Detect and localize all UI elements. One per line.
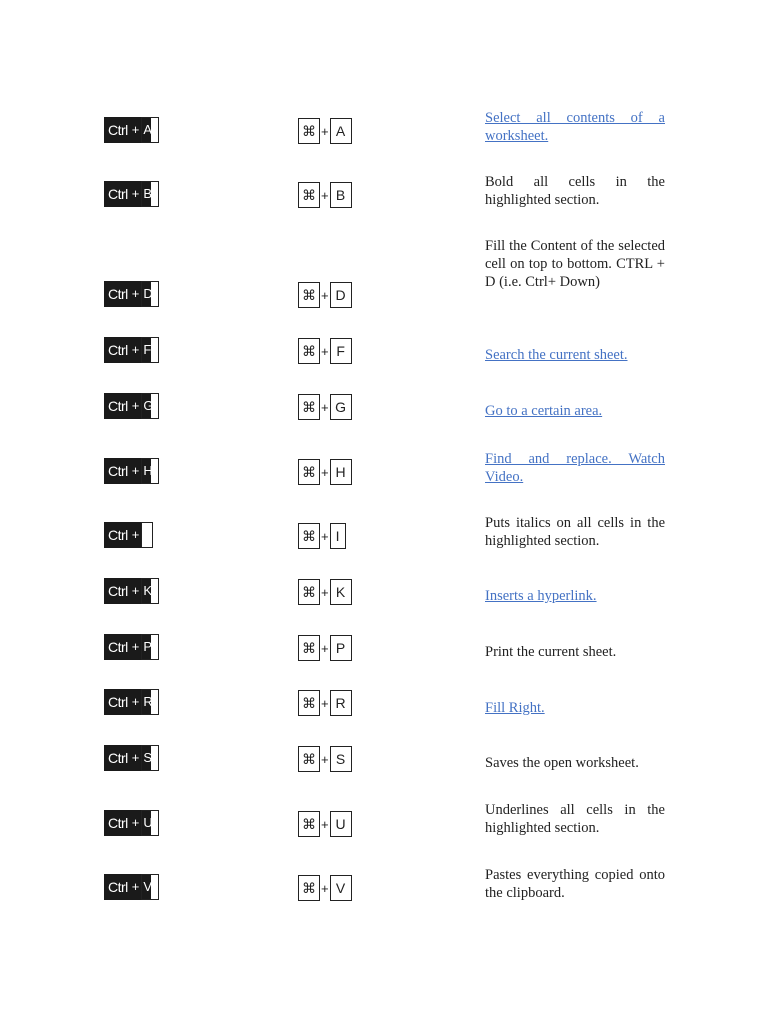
ctrl-key: Ctrl <box>104 458 131 484</box>
plus-sign: + <box>131 281 142 307</box>
ctrl-key: Ctrl <box>104 578 131 604</box>
ctrl-key: Ctrl <box>104 181 131 207</box>
plus-sign: + <box>131 689 142 715</box>
description-link[interactable]: Find and replace. Watch Video. <box>485 451 665 485</box>
plus-sign: + <box>131 578 142 604</box>
letter-key: R <box>330 690 352 716</box>
plus-sign: + <box>321 584 329 600</box>
description-text: Puts italics on all cells in the highlighted section. <box>485 515 665 549</box>
letter-key: S <box>141 745 159 771</box>
letter-key: V <box>141 874 159 900</box>
plus-sign: + <box>321 464 329 480</box>
letter-key: V <box>330 875 352 901</box>
ctrl-key: Ctrl <box>104 337 131 363</box>
ctrl-key: Ctrl <box>104 522 131 548</box>
plus-sign: + <box>131 181 142 207</box>
windows-shortcut <box>104 337 159 363</box>
letter-key: S <box>330 746 352 772</box>
command-key-icon: ⌘ <box>298 118 320 144</box>
letter-key: U <box>141 810 159 836</box>
plus-sign: + <box>131 522 142 548</box>
letter-key: P <box>330 635 352 661</box>
command-key-icon: ⌘ <box>298 746 320 772</box>
description-link[interactable]: Inserts a hyperlink. <box>485 588 597 604</box>
mac-shortcut <box>298 282 352 308</box>
ctrl-key: Ctrl <box>104 281 131 307</box>
command-key-icon: ⌘ <box>298 338 320 364</box>
plus-sign: + <box>321 640 329 656</box>
plus-sign: + <box>321 816 329 832</box>
description-text: Fill the Content of the selected cell on top to bottom. CTRL + D (i.e. Ctrl+ Down) <box>485 238 665 290</box>
ctrl-key: Ctrl <box>104 634 131 660</box>
letter-key: B <box>330 182 352 208</box>
plus-sign: + <box>131 458 142 484</box>
ctrl-key: Ctrl <box>104 689 131 715</box>
plus-sign: + <box>321 287 329 303</box>
command-key-icon: ⌘ <box>298 635 320 661</box>
windows-shortcut <box>104 745 159 771</box>
windows-shortcut <box>104 393 159 419</box>
command-key-icon: ⌘ <box>298 690 320 716</box>
letter-key: F <box>330 338 352 364</box>
plus-sign: + <box>321 528 329 544</box>
ctrl-key: Ctrl <box>104 117 131 143</box>
windows-shortcut <box>104 458 159 484</box>
letter-key: R <box>141 689 159 715</box>
letter-key: A <box>330 118 352 144</box>
windows-shortcut <box>104 117 159 143</box>
mac-shortcut <box>298 394 352 420</box>
description-link[interactable]: Search the current sheet. <box>485 347 628 363</box>
windows-shortcut <box>104 874 159 900</box>
letter-key: A <box>141 117 159 143</box>
letter-key: D <box>141 281 159 307</box>
letter-key: H <box>141 458 159 484</box>
letter-key: D <box>330 282 352 308</box>
letter-key: K <box>141 578 159 604</box>
command-key-icon: ⌘ <box>298 394 320 420</box>
description-link[interactable]: Select all contents of a worksheet. <box>485 110 665 144</box>
mac-shortcut <box>298 459 352 485</box>
letter-key: I <box>141 522 153 548</box>
ctrl-key: Ctrl <box>104 810 131 836</box>
windows-shortcut <box>104 181 159 207</box>
mac-shortcut <box>298 746 352 772</box>
ctrl-key: Ctrl <box>104 393 131 419</box>
plus-sign: + <box>321 123 329 139</box>
plus-sign: + <box>321 343 329 359</box>
plus-sign: + <box>131 745 142 771</box>
plus-sign: + <box>131 393 142 419</box>
description-text: Saves the open worksheet. <box>485 755 639 771</box>
mac-shortcut <box>298 579 352 605</box>
mac-shortcut <box>298 118 352 144</box>
mac-shortcut <box>298 523 346 549</box>
letter-key: K <box>330 579 352 605</box>
plus-sign: + <box>131 634 142 660</box>
letter-key: U <box>330 811 352 837</box>
description-link[interactable]: Go to a certain area. <box>485 403 603 419</box>
letter-key: I <box>330 523 346 549</box>
command-key-icon: ⌘ <box>298 182 320 208</box>
ctrl-key: Ctrl <box>104 745 131 771</box>
command-key-icon: ⌘ <box>298 875 320 901</box>
letter-key: G <box>141 393 159 419</box>
letter-key: H <box>330 459 352 485</box>
description-link[interactable]: Fill Right. <box>485 700 545 716</box>
mac-shortcut <box>298 811 352 837</box>
plus-sign: + <box>131 117 142 143</box>
plus-sign: + <box>321 751 329 767</box>
command-key-icon: ⌘ <box>298 282 320 308</box>
mac-shortcut <box>298 690 352 716</box>
plus-sign: + <box>131 337 142 363</box>
plus-sign: + <box>131 874 142 900</box>
description-text: Pastes everything copied onto the clipboard. <box>485 867 665 901</box>
windows-shortcut <box>104 522 153 548</box>
plus-sign: + <box>321 695 329 711</box>
letter-key: G <box>330 394 352 420</box>
windows-shortcut <box>104 810 159 836</box>
description-text: Bold all cells in the highlighted section. <box>485 174 665 208</box>
plus-sign: + <box>321 880 329 896</box>
plus-sign: + <box>321 399 329 415</box>
mac-shortcut <box>298 635 352 661</box>
plus-sign: + <box>321 187 329 203</box>
mac-shortcut <box>298 875 352 901</box>
plus-sign: + <box>131 810 142 836</box>
command-key-icon: ⌘ <box>298 811 320 837</box>
windows-shortcut <box>104 281 159 307</box>
windows-shortcut <box>104 634 159 660</box>
ctrl-key: Ctrl <box>104 874 131 900</box>
command-key-icon: ⌘ <box>298 459 320 485</box>
mac-shortcut <box>298 338 352 364</box>
mac-shortcut <box>298 182 352 208</box>
command-key-icon: ⌘ <box>298 579 320 605</box>
command-key-icon: ⌘ <box>298 523 320 549</box>
letter-key: P <box>141 634 159 660</box>
letter-key: B <box>141 181 159 207</box>
windows-shortcut <box>104 578 159 604</box>
description-text: Underlines all cells in the highlighted section. <box>485 802 665 836</box>
description-text: Print the current sheet. <box>485 644 617 660</box>
letter-key: F <box>141 337 159 363</box>
windows-shortcut <box>104 689 159 715</box>
